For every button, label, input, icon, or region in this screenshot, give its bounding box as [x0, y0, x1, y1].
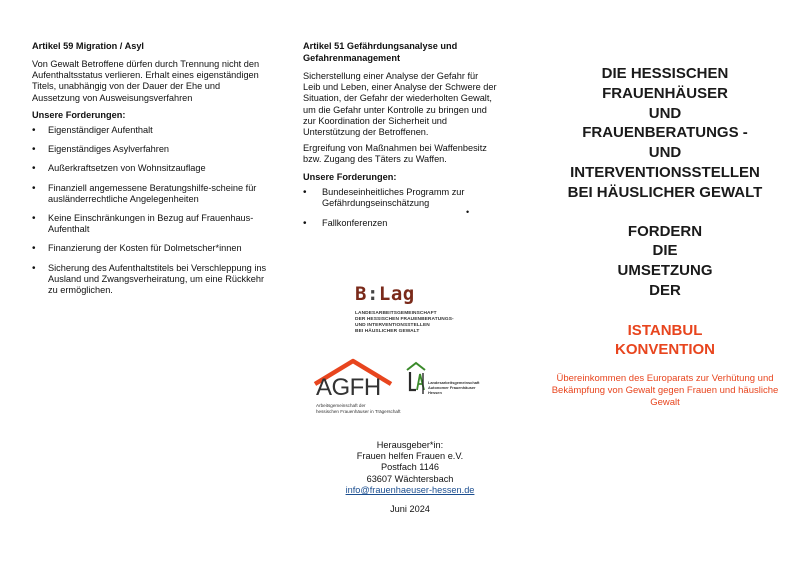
agfh-logo-mark: AGFH: [316, 374, 381, 401]
art59-intro: Von Gewalt Betroffene dürfen durch Trennung nicht den Aufenthaltsstatus verlieren. Erhalt eines eigenständigen Titels, unabhängig von der Dauer der Ehe und Aussetzung von Ausweisungsverfahren: [32, 59, 260, 103]
art51-para-2: Ergreifung von Maßnahmen bei Waffenbesitz bzw. Zugang des Täters zu Waffen.: [303, 143, 487, 165]
convention-subtitle: Übereinkommen des Europarats zur Verhütung und Bekämpfung von Gewalt gegen Frauen und häusliche Gewalt: [551, 372, 779, 408]
imprint: [310, 440, 510, 496]
list-item: • Fallkonferenzen: [303, 218, 498, 229]
agfh-logo-text: Arbeitsgemeinschaft der hessischen Frauenhäuser in Trägerschaft: [316, 403, 401, 414]
imprint-street: Postfach 1146: [380, 462, 440, 473]
demands-heading-art59: Unsere Forderungen:: [32, 109, 126, 120]
list-item: • Eigenständiges Asylverfahren: [32, 144, 270, 155]
stray-dot-mark: •: [466, 207, 470, 217]
main-title: DIE HESSISCHEN FRAUENHÄUSER UND FRAUENBERATUNGS - UND INTERVENTIONSSTELLEN BEI HÄUSLICHER GEWALT: [567, 65, 763, 201]
laf-logo-text: Landesarbeitsgemeinschaft Autonomer Frauenhäuser Hessen: [428, 380, 480, 395]
list-item: • Bundeseinheitliches Programm zur Gefährdungseinschätzung: [303, 187, 498, 209]
demands-heading-art51: Unsere Forderungen:: [303, 171, 397, 182]
blag-logo-text: LANDESARBEITSGEMEINSCHAFT DER HESSISCHEN FRAUENBERATUNGS- UND INTERVENTIONSSTELLEN BEI HÄUSLICHER GEWALT: [355, 311, 454, 334]
agfh-logo: [313, 358, 403, 418]
section-heading-art51: Artikel 51 Gefährdungsanalyse und Gefahrenmanagement: [303, 41, 458, 63]
list-item: • Außerkraftsetzen von Wohnsitzauflage: [32, 163, 270, 174]
blag-logo-mark: B:Lag: [355, 283, 415, 305]
blag-logo: [355, 283, 495, 335]
laf-logo: [404, 360, 484, 400]
section-heading-art59: Artikel 59 Migration / Asyl: [32, 41, 144, 51]
demand-title: FORDERN DIE UMSETZUNG DER: [617, 222, 713, 299]
art51-para-1: Sicherstellung einer Analyse der Gefahr für Leib und Leben, einer Analyse der Schwere der Situation, der Gefahr der wiederholten Gewalt, um die Gefahr unter Kontrolle zu bringen und zur Koordination der Sicherheit und Unterstützung der Betroffenen.: [303, 71, 497, 138]
list-item: • Finanziell angemessene Beratungshilfe-scheine für ausländerrechtliche Angelegenheiten: [32, 183, 270, 205]
imprint-org: Frauen helfen Frauen e.V.: [356, 451, 464, 462]
list-item: • Sicherung des Aufenthaltstitels bei Verschleppung ins Ausland und Zwangsverheiratung, um eine Rückkehr zu ermöglichen.: [32, 263, 270, 297]
imprint-label: Herausgeber*in:: [376, 440, 444, 450]
list-item: • Eigenständiger Aufenthalt: [32, 125, 270, 136]
list-item: • Finanzierung der Kosten für Dolmetscher*innen: [32, 243, 270, 254]
list-item: • Keine Einschränkungen in Bezug auf Frauenhaus-Aufenthalt: [32, 213, 270, 235]
imprint-city: 63607 Wächtersbach: [366, 473, 454, 484]
demands-list-art59: [32, 125, 270, 296]
column-migration: [32, 40, 270, 304]
title-panel: [540, 40, 790, 409]
publication-date: Juni 2024: [390, 504, 430, 514]
laf-emblem-icon: [404, 360, 428, 396]
convention-title: ISTANBUL KONVENTION: [614, 321, 715, 359]
email-link[interactable]: info@frauenhaeuser-hessen.de: [345, 484, 475, 495]
